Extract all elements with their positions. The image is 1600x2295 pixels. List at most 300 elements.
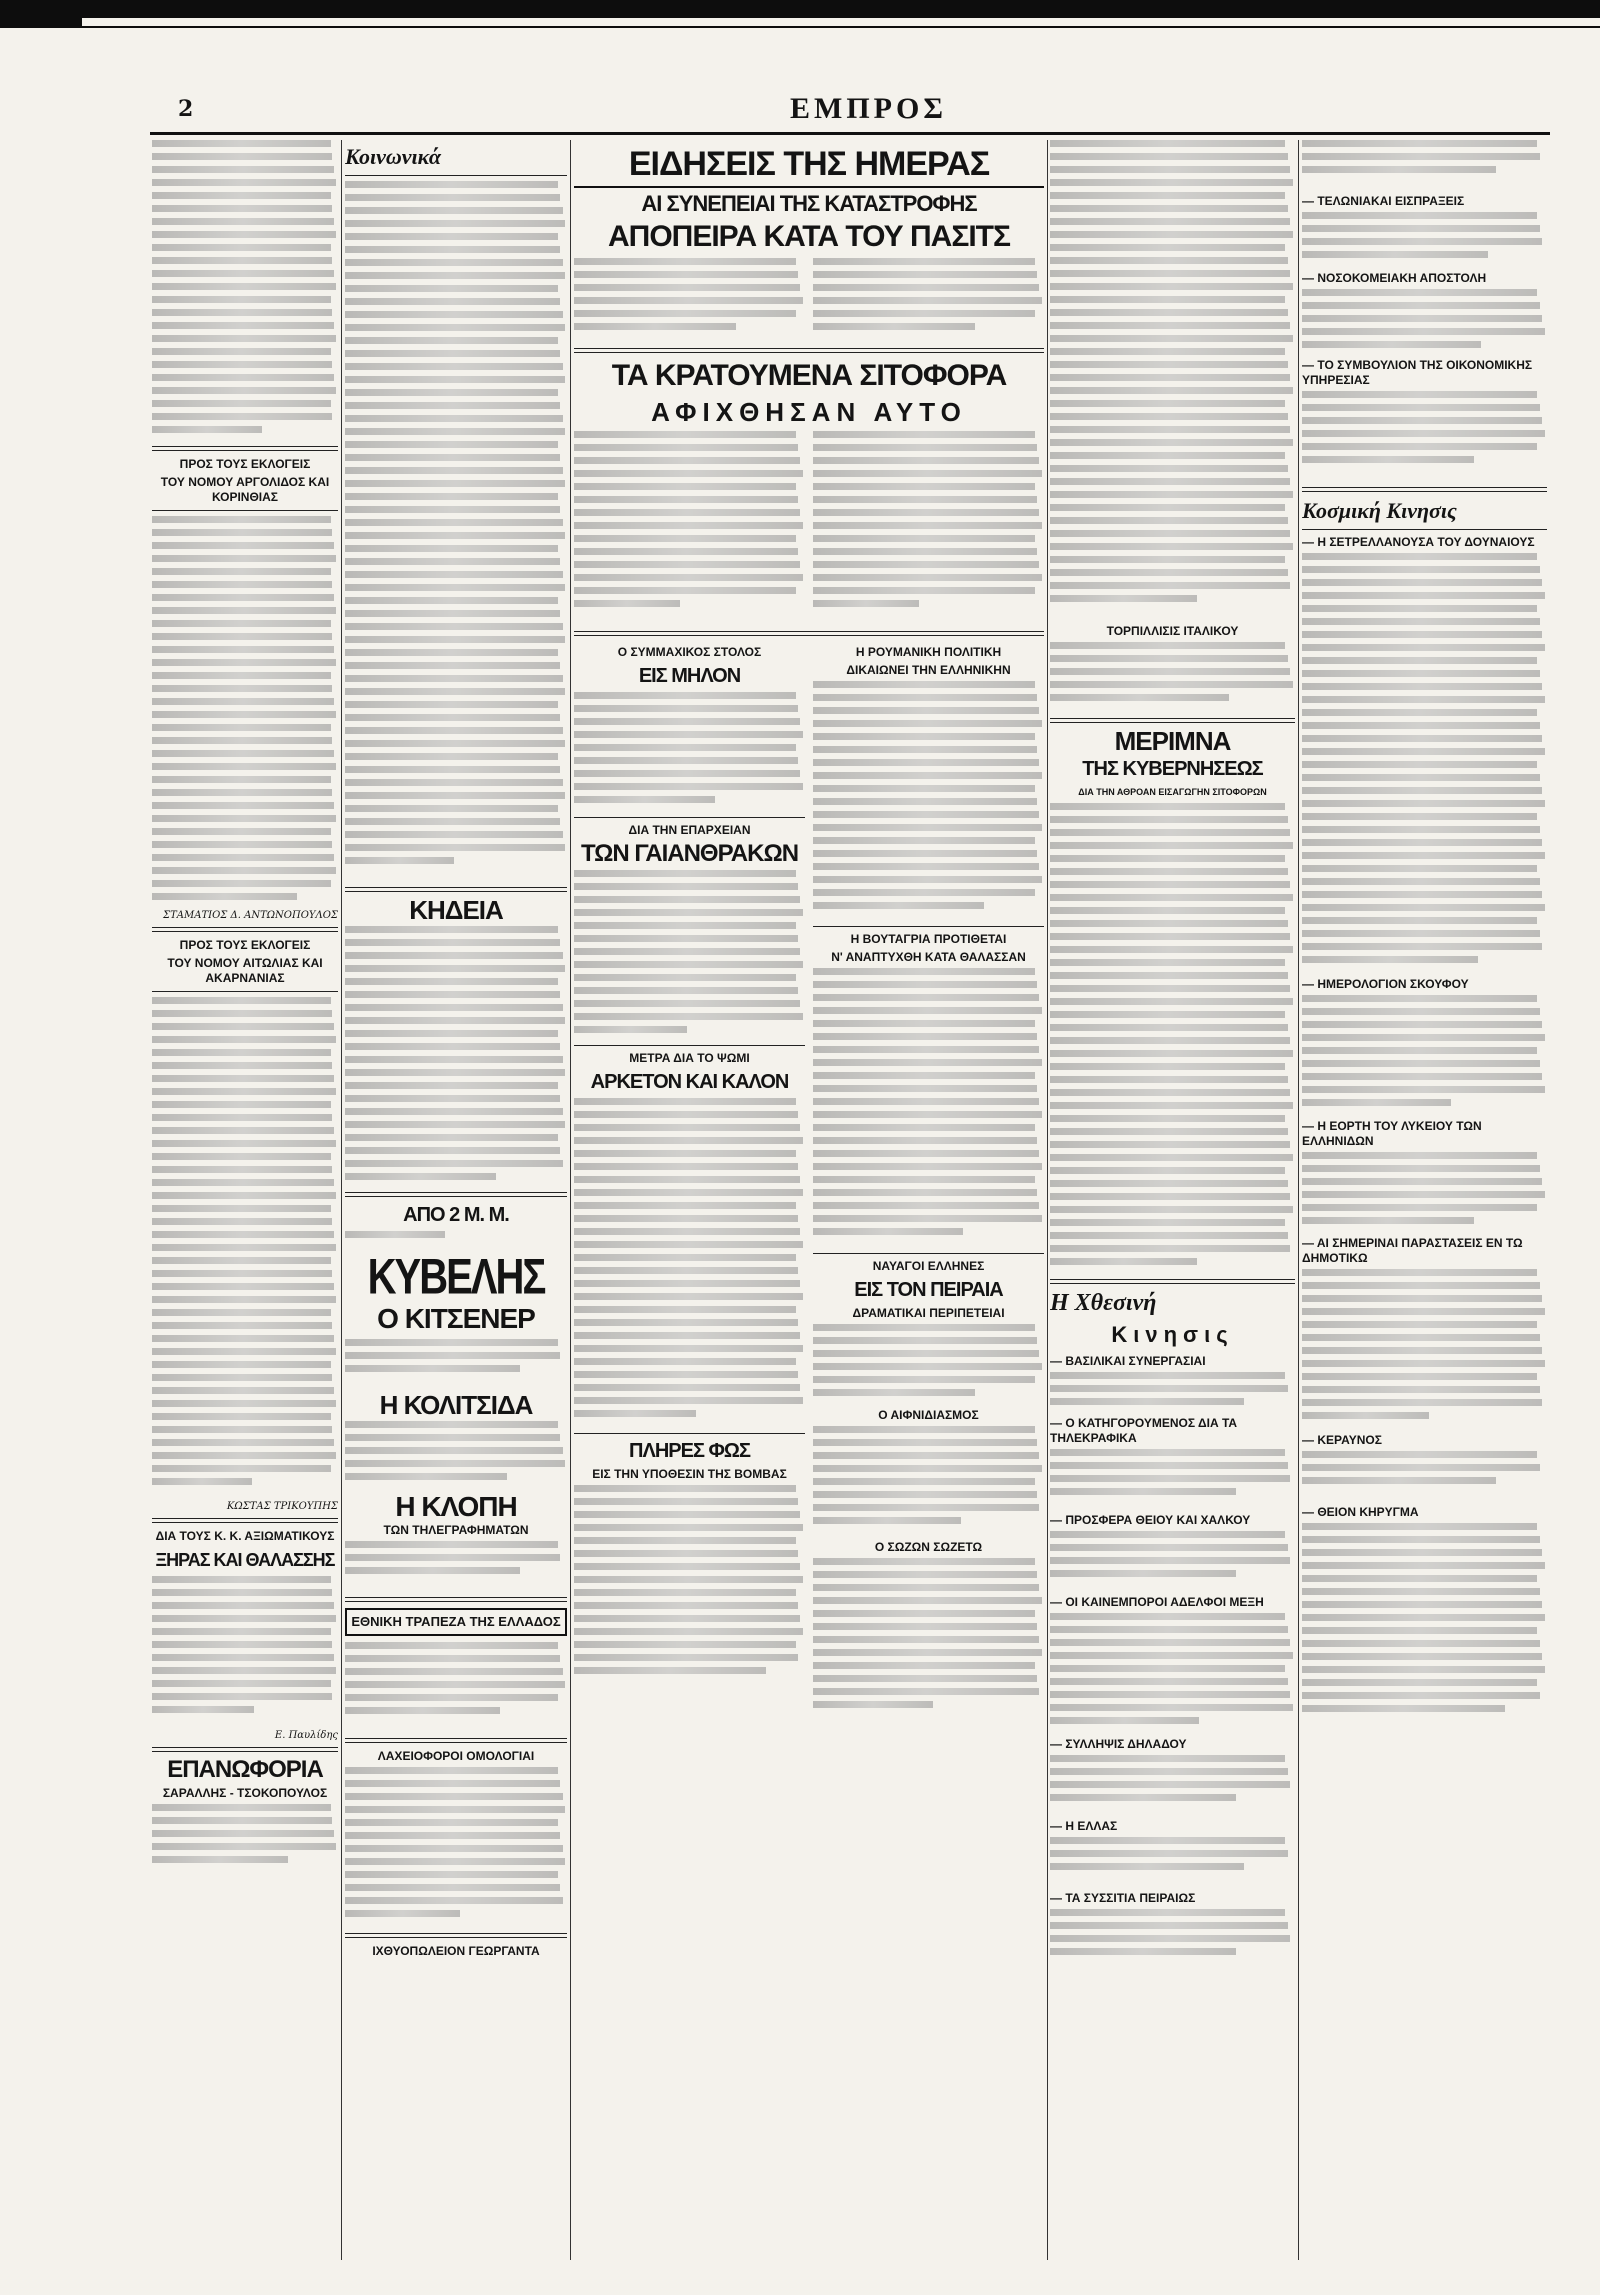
text-line — [1050, 1922, 1288, 1929]
headline: Ο ΣΥΜΜΑΧΙΚΟΣ ΣΤΟΛΟΣ — [617, 645, 762, 659]
text-line — [345, 467, 563, 474]
text-line — [345, 1421, 558, 1428]
text-line — [152, 516, 331, 523]
column-divider — [570, 140, 571, 2260]
text-line — [1302, 1099, 1451, 1106]
headline: ΔΙΑ ΤΗΝ ΑΘΡΟΑΝ ΕΙΣΑΓΩΓΗΝ ΣΙΤΟΦΟΡΩΝ — [1078, 787, 1267, 797]
article-body — [574, 1485, 805, 1685]
text-line — [152, 1322, 332, 1329]
text-line — [574, 961, 803, 968]
text-line — [345, 978, 558, 985]
text-line — [574, 431, 796, 438]
text-line — [1050, 348, 1285, 355]
article-body — [1050, 1613, 1295, 1733]
text-line — [152, 322, 334, 329]
text-line — [574, 1163, 798, 1170]
text-line — [574, 587, 796, 594]
text-line — [813, 968, 1035, 975]
column-5 — [1302, 140, 1547, 2260]
headline: ΕΙΣ ΜΗΛΟΝ — [638, 665, 741, 687]
text-line — [574, 483, 796, 490]
text-line — [574, 1576, 803, 1583]
text-line — [813, 297, 1042, 304]
text-line — [345, 1069, 565, 1076]
text-line — [1302, 670, 1540, 677]
text-line — [152, 179, 336, 186]
text-line — [1302, 579, 1542, 586]
text-line — [152, 1413, 331, 1420]
text-line — [813, 323, 975, 330]
text-line — [152, 1374, 332, 1381]
text-line — [152, 750, 334, 757]
text-line — [345, 1694, 558, 1701]
text-line — [345, 844, 565, 851]
text-line — [574, 1654, 798, 1661]
text-line — [574, 1124, 800, 1131]
text-line — [574, 796, 715, 803]
text-line — [345, 506, 560, 513]
text-line — [813, 733, 1035, 740]
article-body — [1050, 1372, 1295, 1412]
text-line — [1050, 179, 1293, 186]
text-line — [1050, 1462, 1288, 1469]
text-line — [345, 1793, 563, 1800]
section-heading: ΚΗΔΕΙΑ — [409, 895, 503, 925]
text-line — [345, 1056, 563, 1063]
text-line — [1050, 478, 1290, 485]
article-body — [813, 431, 1044, 621]
text-line — [1050, 205, 1288, 212]
text-line — [152, 724, 331, 731]
text-line — [345, 1910, 460, 1917]
text-line — [1050, 192, 1285, 199]
text-line — [1302, 1562, 1545, 1569]
text-line — [813, 1610, 1035, 1617]
text-line — [1050, 1717, 1199, 1724]
headline: ΑΦΙΧΘΗΣΑΝ ΑΥΤΟ — [651, 397, 967, 427]
text-line — [1050, 296, 1285, 303]
text-line — [1302, 1191, 1545, 1198]
text-line — [813, 798, 1037, 805]
text-line — [152, 1693, 332, 1700]
subheading: ΞΗΡΑΣ ΚΑΙ ΘΑΛΑΣΣΗΣ — [155, 1550, 335, 1570]
text-line — [345, 727, 563, 734]
text-line — [152, 867, 336, 874]
text-line — [1050, 816, 1288, 823]
headline: ΜΕΡΙΜΝΑ — [1114, 726, 1231, 756]
text-line — [1050, 1909, 1285, 1916]
text-line — [574, 1667, 766, 1674]
text-line — [345, 779, 563, 786]
text-line — [345, 965, 565, 972]
text-line — [574, 1111, 798, 1118]
article-body — [1302, 1269, 1547, 1429]
text-line — [152, 698, 334, 705]
text-line — [152, 1654, 334, 1661]
text-line — [152, 361, 332, 368]
text-line — [152, 1049, 331, 1056]
text-line — [1050, 933, 1290, 940]
section-banner: ΕΙΔΗΣΕΙΣ ΤΗΣ ΗΜΕΡΑΣ — [574, 144, 1044, 188]
text-line — [345, 818, 560, 825]
text-line — [152, 633, 332, 640]
text-line — [1050, 543, 1293, 550]
text-line — [345, 1160, 563, 1167]
text-line — [1302, 1308, 1545, 1315]
article-body — [152, 140, 338, 440]
text-line — [152, 1589, 332, 1596]
text-line — [813, 310, 1035, 317]
text-line — [152, 348, 331, 355]
text-line — [345, 753, 558, 760]
text-line — [574, 1293, 803, 1300]
text-line — [1050, 907, 1285, 914]
text-line — [1302, 341, 1481, 348]
masthead-rule — [150, 132, 1550, 135]
article-body — [1050, 1909, 1295, 1969]
text-line — [574, 705, 798, 712]
text-line — [1050, 582, 1290, 589]
text-line — [345, 740, 565, 747]
text-line — [152, 1270, 332, 1277]
text-line — [152, 1804, 331, 1811]
text-line — [813, 1688, 1039, 1695]
text-line — [152, 153, 332, 160]
text-line — [1302, 735, 1542, 742]
text-line — [574, 1098, 796, 1105]
text-line — [1302, 212, 1537, 219]
text-line — [1302, 657, 1537, 664]
text-line — [345, 181, 558, 188]
text-line — [813, 824, 1042, 831]
text-line — [1050, 1206, 1293, 1213]
text-line — [1050, 1449, 1285, 1456]
text-line — [152, 166, 334, 173]
text-line — [1050, 1626, 1288, 1633]
article-body — [1302, 1523, 1547, 1723]
text-line — [345, 246, 560, 253]
text-line — [345, 1681, 565, 1688]
text-line — [345, 597, 558, 604]
text-line — [1050, 413, 1288, 420]
advert-body — [345, 1541, 567, 1591]
text-line — [345, 1668, 563, 1675]
advert-subtitle: Η ΚΟΛΙΤΣΙΔΑ — [379, 1390, 533, 1420]
text-line — [813, 535, 1035, 542]
text-line — [152, 1817, 332, 1824]
text-line — [1050, 1167, 1285, 1174]
text-line — [1050, 1863, 1244, 1870]
subheading: Ο ΣΩΖΩΝ ΣΩΖΕΤΩ — [874, 1540, 983, 1554]
advert-heading: ΑΠΟ 2 Μ. Μ. — [403, 1204, 509, 1226]
text-line — [813, 1675, 1037, 1682]
text-line — [152, 685, 332, 692]
text-line — [1302, 1386, 1540, 1393]
text-line — [1050, 1154, 1293, 1161]
article-body — [813, 1426, 1044, 1536]
text-line — [1302, 302, 1540, 309]
text-line — [152, 607, 336, 614]
text-line — [1302, 1549, 1542, 1556]
text-line — [574, 909, 803, 916]
text-line — [152, 1843, 336, 1850]
text-line — [1050, 1850, 1288, 1857]
text-line — [152, 1296, 336, 1303]
text-line — [574, 744, 796, 751]
section-heading: Κοινωνικά — [345, 144, 442, 169]
text-line — [1050, 1935, 1290, 1942]
text-line — [813, 1189, 1037, 1196]
text-line — [813, 1389, 975, 1396]
text-line — [1050, 504, 1285, 511]
text-line — [345, 610, 560, 617]
subheading: — ΠΡΟΣΦΕΡΑ ΘΕΙΟΥ ΚΑΙ ΧΑΛΚΟΥ — [1050, 1513, 1251, 1527]
subheading: — Ο ΚΑΤΗΓΟΡΟΥΜΕΝΟΣ ΔΙΑ ΤΑ ΤΗΛΕΚΡΑΦΙΚΑ — [1050, 1416, 1238, 1445]
text-line — [345, 532, 565, 539]
subheading: ΤΟΥ ΝΟΜΟΥ ΑΙΤΩΛΙΑΣ ΚΑΙ ΑΚΑΡΝΑΝΙΑΣ — [167, 956, 323, 985]
text-line — [1302, 315, 1542, 322]
text-line — [152, 1465, 331, 1472]
text-line — [1050, 1050, 1293, 1057]
text-line — [1302, 852, 1545, 859]
text-line — [574, 1202, 796, 1209]
text-line — [345, 1134, 558, 1141]
text-line — [813, 1701, 933, 1708]
masthead — [150, 92, 1550, 128]
text-line — [1050, 998, 1293, 1005]
text-line — [813, 1163, 1042, 1170]
text-line — [1302, 1008, 1540, 1015]
text-line — [345, 1655, 560, 1662]
text-line — [1302, 1601, 1542, 1608]
text-line — [813, 1085, 1037, 1092]
subheading: — ΚΕΡΑΥΝΟΣ — [1302, 1433, 1382, 1447]
text-line — [345, 636, 565, 643]
text-line — [1050, 270, 1290, 277]
text-line — [574, 718, 800, 725]
text-line — [1050, 868, 1288, 875]
text-line — [152, 802, 334, 809]
text-line — [574, 258, 796, 265]
article-body — [1050, 1837, 1295, 1887]
text-line — [345, 441, 558, 448]
headline: ΠΛΗΡΕΣ ΦΩΣ — [629, 1440, 750, 1462]
bank-body — [345, 1642, 567, 1732]
text-line — [1302, 1653, 1542, 1660]
text-line — [1050, 1372, 1285, 1379]
text-line — [813, 1059, 1042, 1066]
headline: ΕΙΣ ΤΟΝ ΠΕΙΡΑΙΑ — [854, 1279, 1003, 1301]
text-line — [813, 284, 1039, 291]
text-line — [574, 1000, 800, 1007]
text-line — [345, 792, 565, 799]
text-line — [1302, 404, 1540, 411]
column-divider — [1047, 140, 1048, 2260]
article-body — [152, 997, 338, 1497]
text-line — [345, 991, 560, 998]
text-line — [152, 568, 331, 575]
text-line — [152, 1153, 331, 1160]
text-line — [1050, 426, 1290, 433]
text-line — [813, 1558, 1035, 1565]
text-line — [813, 994, 1039, 1001]
heading: ΔΙΑ ΤΟΥΣ Κ. Κ. ΑΞΙΩΜΑΤΙΚΟΥΣ — [155, 1529, 335, 1543]
text-line — [813, 981, 1037, 988]
text-line — [345, 233, 558, 240]
text-line — [152, 335, 336, 342]
text-line — [1302, 1152, 1537, 1159]
text-line — [152, 283, 336, 290]
text-line — [574, 948, 800, 955]
text-line — [1050, 1024, 1288, 1031]
headline: ΔΙΑ ΤΗΝ ΕΠΑΡΧΕΙΑΝ — [628, 823, 751, 837]
text-line — [1050, 452, 1285, 459]
article-body — [813, 968, 1044, 1248]
article-body — [152, 1576, 338, 1726]
text-line — [813, 681, 1035, 688]
text-line — [574, 974, 796, 981]
text-line — [574, 1498, 798, 1505]
text-line — [813, 1215, 1042, 1222]
text-line — [152, 1830, 334, 1837]
text-line — [574, 1241, 803, 1248]
text-line — [1302, 1640, 1540, 1647]
top-bar-gap — [82, 18, 1600, 26]
advert-title: ΚΥΒΕΛΗΣ — [367, 1249, 545, 1305]
text-line — [345, 1434, 560, 1441]
text-line — [152, 828, 331, 835]
text-line — [1302, 1412, 1429, 1419]
signature: Ε. Παυλίδης — [274, 1730, 338, 1741]
text-line — [345, 402, 560, 409]
text-line — [345, 1780, 560, 1787]
text-line — [345, 952, 563, 959]
text-line — [1050, 322, 1290, 329]
article-body — [813, 1558, 1044, 1718]
text-line — [345, 623, 563, 630]
text-line — [1302, 1360, 1545, 1367]
text-line — [574, 1537, 796, 1544]
text-line — [1302, 289, 1537, 296]
text-line — [813, 889, 1035, 896]
text-line — [345, 857, 454, 864]
text-line — [1302, 1073, 1542, 1080]
headline: Η ΒΟΥΤΑΓΡΙΑ ΠΡΟΤΙΘΕΤΑΙ — [850, 932, 1007, 946]
text-line — [1302, 1165, 1540, 1172]
text-line — [813, 271, 1037, 278]
text-line — [813, 444, 1037, 451]
text-line — [152, 1452, 336, 1459]
text-line — [574, 757, 798, 764]
section-heading: Η Χθεσινή — [1050, 1290, 1157, 1316]
text-line — [813, 587, 1035, 594]
text-line — [574, 284, 800, 291]
text-line — [1050, 1141, 1290, 1148]
text-line — [1302, 839, 1542, 846]
text-line — [152, 1478, 252, 1485]
article-body — [813, 258, 1044, 338]
text-line — [813, 1662, 1035, 1669]
text-line — [1050, 1102, 1293, 1109]
text-line — [1302, 1373, 1537, 1380]
text-line — [152, 1140, 336, 1147]
advert-heading: ΙΧΘΥΟΠΩΛΕΙΟΝ ΓΕΩΡΓΑΝΤΑ — [372, 1944, 540, 1958]
text-line — [574, 770, 800, 777]
text-line — [345, 194, 560, 201]
text-line — [345, 1173, 496, 1180]
text-line — [1050, 894, 1293, 901]
text-line — [1302, 1321, 1537, 1328]
text-line — [152, 1348, 336, 1355]
text-line — [1302, 943, 1542, 950]
text-line — [813, 785, 1035, 792]
text-line — [1050, 1232, 1288, 1239]
subheading: — ΣΥΛΛΗΨΙΣ ΔΗΛΑΔΟΥ — [1050, 1737, 1187, 1751]
headline: ΜΕΤΡΑ ΔΙΑ ΤΟ ΨΩΜΙ — [629, 1051, 750, 1065]
text-line — [813, 457, 1039, 464]
text-line — [345, 1871, 558, 1878]
text-line — [574, 1358, 796, 1365]
text-line — [345, 1767, 558, 1774]
text-line — [1050, 1570, 1236, 1577]
text-line — [1050, 257, 1288, 264]
text-line — [574, 1254, 796, 1261]
text-line — [345, 1121, 565, 1128]
headline: ΔΙΚΑΙΩΝΕΙ ΤΗΝ ΕΛΛΗΝΙΚΗΝ — [846, 663, 1011, 677]
text-line — [813, 772, 1042, 779]
text-line — [813, 561, 1039, 568]
text-line — [1302, 865, 1537, 872]
text-line — [345, 1043, 560, 1050]
text-line — [345, 714, 560, 721]
headline: ΤΩΝ ΓΑΙΑΝΘΡΑΚΩΝ — [580, 840, 799, 867]
text-line — [1302, 722, 1540, 729]
text-line — [574, 444, 798, 451]
text-line — [152, 270, 334, 277]
text-line — [152, 205, 332, 212]
text-line — [1302, 443, 1537, 450]
text-line — [345, 376, 565, 383]
text-line — [1302, 225, 1540, 232]
text-line — [1050, 1398, 1244, 1405]
headline: Η ΡΟΥΜΑΝΙΚΗ ΠΟΛΙΤΙΚΗ — [855, 645, 1002, 659]
text-line — [1302, 1086, 1545, 1093]
text-line — [152, 1602, 334, 1609]
subheading: — ΟΙ ΚΑΙΝΕΜΠΟΡΟΙ ΑΔΕΛΦΟΙ ΜΕΞΗ — [1050, 1595, 1264, 1609]
text-line — [1050, 946, 1293, 953]
text-line — [1302, 1575, 1537, 1582]
text-line — [1302, 1627, 1537, 1634]
text-line — [1050, 842, 1293, 849]
text-line — [1302, 891, 1542, 898]
text-line — [574, 1267, 798, 1274]
text-line — [813, 1350, 1039, 1357]
text-line — [152, 1218, 332, 1225]
text-line — [813, 1376, 1035, 1383]
text-line — [345, 675, 563, 682]
text-line — [813, 694, 1037, 701]
text-line — [813, 1176, 1035, 1183]
text-line — [1050, 829, 1290, 836]
text-line — [152, 1179, 334, 1186]
text-line — [345, 1147, 560, 1154]
text-line — [1302, 456, 1474, 463]
text-line — [574, 470, 803, 477]
text-line — [1302, 774, 1540, 781]
text-line — [1050, 283, 1293, 290]
text-line — [345, 688, 565, 695]
text-line — [1302, 1060, 1540, 1067]
